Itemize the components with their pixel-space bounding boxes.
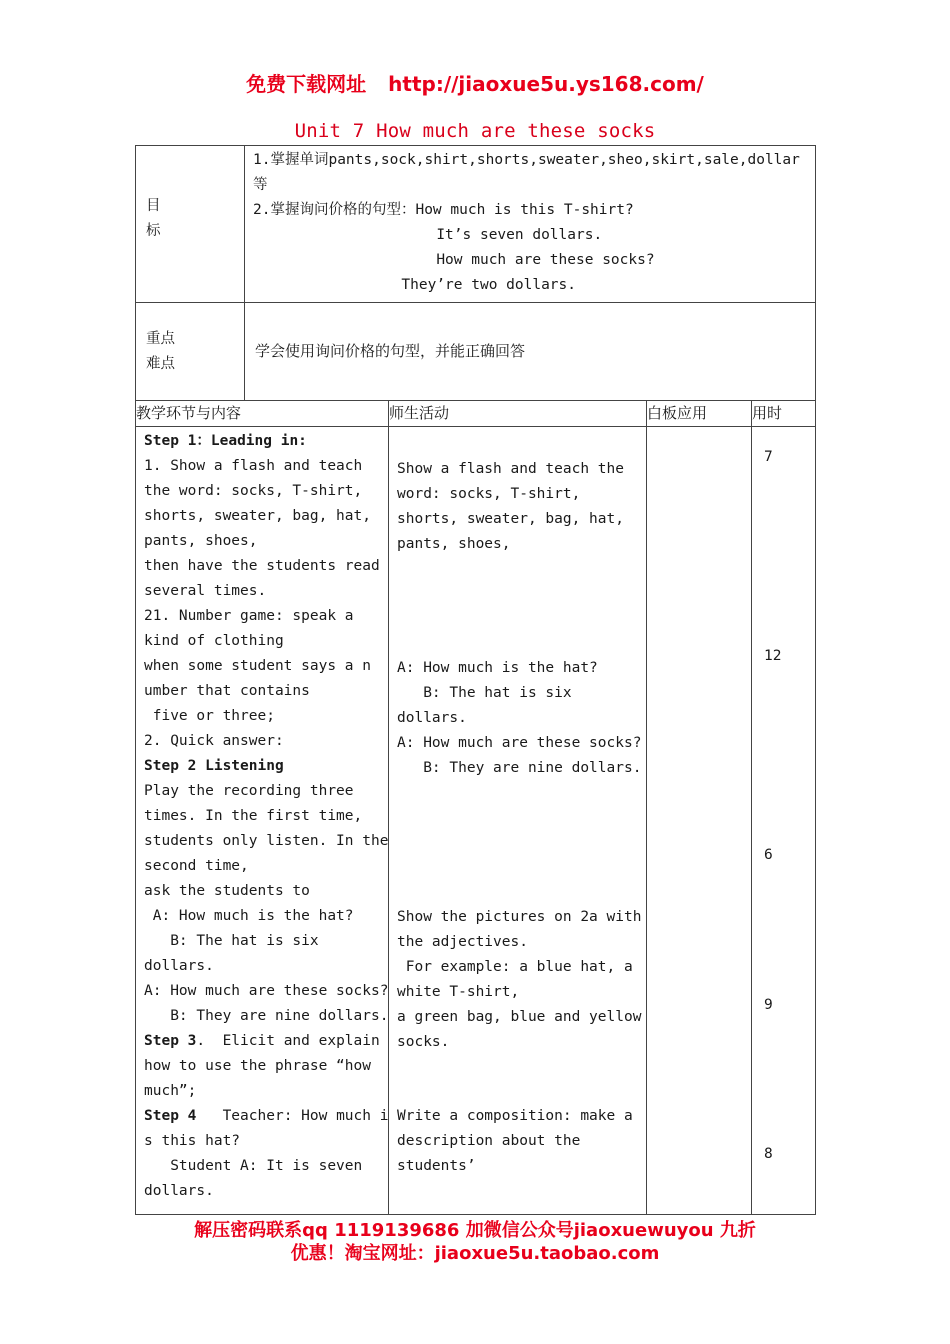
- step-line: [144, 929, 382, 954]
- activity-line: socks.: [397, 1034, 450, 1050]
- step-line: [144, 879, 382, 904]
- step-line: [144, 954, 382, 979]
- table-header-row: [136, 401, 816, 427]
- step-heading: Step 3: [144, 1033, 197, 1049]
- goals-content: [245, 146, 816, 303]
- time-value: 8: [764, 1146, 773, 1162]
- step-text: times. In the first time,: [144, 808, 363, 824]
- step-line: [144, 579, 382, 604]
- step-text: dollars.: [144, 1183, 214, 1199]
- activity-line: white T-shirt,: [397, 984, 520, 1000]
- step-line: [144, 629, 382, 654]
- step-text: ask the students to: [144, 883, 310, 899]
- step-text: Teacher: How much i: [196, 1108, 389, 1124]
- time-value: 7: [764, 449, 773, 465]
- step-text: kind of clothing: [144, 633, 284, 649]
- step-text: B: The hat is six: [144, 933, 319, 949]
- activity-line: Write a composition: make a: [397, 1108, 633, 1124]
- time-value: 12: [764, 648, 782, 664]
- step-text: then have the students read: [144, 558, 380, 574]
- key-points-row: [136, 303, 816, 401]
- times-content: [752, 427, 816, 1215]
- step-text: the word: socks, T-shirt,: [144, 483, 363, 499]
- step-line: [144, 979, 389, 1004]
- time-value: 9: [764, 997, 773, 1013]
- step-line: [144, 604, 382, 629]
- step-line: [144, 854, 382, 879]
- step-text: five or three;: [144, 708, 275, 724]
- step-line: [144, 1079, 382, 1104]
- header-content: 教学环节与内容: [136, 401, 389, 427]
- header-activities: 师生活动: [389, 401, 647, 427]
- header-time: 用时: [752, 401, 816, 427]
- step-line: [144, 1179, 382, 1204]
- key-points-label-line-1: 重点: [146, 331, 175, 347]
- activity-line: description about the: [397, 1133, 581, 1149]
- step-line: [144, 1029, 382, 1054]
- activities-content: [389, 427, 647, 1215]
- step-line: [144, 1004, 389, 1029]
- step-line: [144, 1154, 382, 1179]
- activity-line: word: socks, T-shirt,: [397, 486, 581, 502]
- step-line: [144, 1104, 389, 1129]
- step-text: B: They are nine dollars.: [144, 1008, 389, 1024]
- download-url-link[interactable]: http://jiaoxue5u.ys168.com/: [388, 72, 704, 96]
- step-line: [144, 729, 382, 754]
- step-text: shorts, sweater, bag, hat,: [144, 508, 371, 524]
- activity-line: a green bag, blue and yellow: [397, 1009, 642, 1025]
- goals-label: [136, 146, 245, 303]
- goal-line: They’re two dollars.: [253, 277, 577, 293]
- goals-label-line-1: 目: [146, 198, 161, 214]
- step-line: [144, 829, 389, 854]
- whiteboard-content: [647, 427, 752, 1215]
- step-text: pants, shoes,: [144, 533, 258, 549]
- activity-line: Show the pictures on 2a with: [397, 909, 642, 925]
- goals-row: [136, 146, 816, 303]
- step-text: . Elicit and explain: [196, 1033, 380, 1049]
- footer-line-2: 优惠！淘宝网址：jiaoxue5u.taobao.com: [290, 1243, 660, 1264]
- step-line: [144, 454, 382, 479]
- activity-line: For example: a blue hat, a: [397, 959, 633, 975]
- step-text: 21. Number game: speak a: [144, 608, 354, 624]
- step-heading: Step 2 Listening: [144, 758, 284, 774]
- step-line: [144, 754, 382, 779]
- step-line: [144, 704, 382, 729]
- goal-line: How much are these socks?: [253, 252, 655, 268]
- footer-line-1: 解压密码联系qq 1119139686 加微信公众号jiaoxuewuyou 九折: [194, 1220, 756, 1241]
- step-line: [144, 804, 382, 829]
- activity-line: Show a flash and teach the: [397, 461, 624, 477]
- activity-line: A: How much are these socks?: [397, 735, 642, 751]
- step-line: [144, 554, 382, 579]
- step-heading: Step 1：Leading in:: [144, 433, 307, 449]
- step-heading: Step 4: [144, 1108, 197, 1124]
- activity-line: B: The hat is six: [397, 685, 572, 701]
- lesson-plan-table: [135, 145, 816, 1215]
- activity-line: the adjectives.: [397, 934, 528, 950]
- step-text: s this hat?: [144, 1133, 241, 1149]
- goal-line: 1.掌握单词pants,sock,shirt,shorts,sweater,sheo,skirt,sale,dollar等: [253, 152, 800, 193]
- step-text: when some student says a n: [144, 658, 371, 674]
- step-line: [144, 429, 382, 454]
- step-text: how to use the phrase “how: [144, 1058, 371, 1074]
- step-text: umber that contains: [144, 683, 310, 699]
- activity-line: pants, shoes,: [397, 536, 511, 552]
- time-value: 6: [764, 847, 773, 863]
- step-text: students only listen. In the: [144, 833, 389, 849]
- step-line: [144, 504, 382, 529]
- step-text: dollars.: [144, 958, 214, 974]
- activity-line: B: They are nine dollars.: [397, 760, 642, 776]
- step-text: Play the recording three: [144, 783, 354, 799]
- goals-label-line-2: 标: [146, 223, 161, 239]
- step-text: 1. Show a flash and teach: [144, 458, 363, 474]
- step-line: [144, 479, 382, 504]
- download-label: 免费下载网址: [246, 72, 367, 96]
- step-line: [144, 679, 382, 704]
- step-line: [144, 779, 382, 804]
- step-text: Student A: It is seven: [144, 1158, 363, 1174]
- step-text: A: How much is the hat?: [144, 908, 354, 924]
- step-line: [144, 904, 382, 929]
- goal-line: 2.掌握询问价格的句型：How much is this T-shirt?: [253, 202, 634, 218]
- header-whiteboard: 白板应用: [647, 401, 752, 427]
- step-line: [144, 529, 382, 554]
- steps-row: [136, 427, 816, 1215]
- document-title: Unit 7 How much are these socks: [294, 120, 656, 142]
- goal-line: It’s seven dollars.: [253, 227, 603, 243]
- step-line: [144, 1054, 382, 1079]
- step-line: [144, 654, 382, 679]
- activity-line: shorts, sweater, bag, hat,: [397, 511, 624, 527]
- key-points-label: [136, 303, 245, 401]
- key-points-label-line-2: 难点: [146, 356, 175, 372]
- activity-line: dollars.: [397, 710, 467, 726]
- step-text: much”;: [144, 1083, 197, 1099]
- download-header: [0, 68, 950, 97]
- step-line: [144, 1129, 382, 1154]
- activity-line: students’: [397, 1158, 476, 1174]
- activity-line: A: How much is the hat?: [397, 660, 598, 676]
- step-text: 2. Quick answer:: [144, 733, 284, 749]
- step-text: second time,: [144, 858, 249, 874]
- key-points-content: 学会使用询问价格的句型，并能正确回答: [245, 303, 816, 401]
- step-text: several times.: [144, 583, 267, 599]
- steps-content: [136, 427, 389, 1215]
- step-text: A: How much are these socks?: [144, 983, 389, 999]
